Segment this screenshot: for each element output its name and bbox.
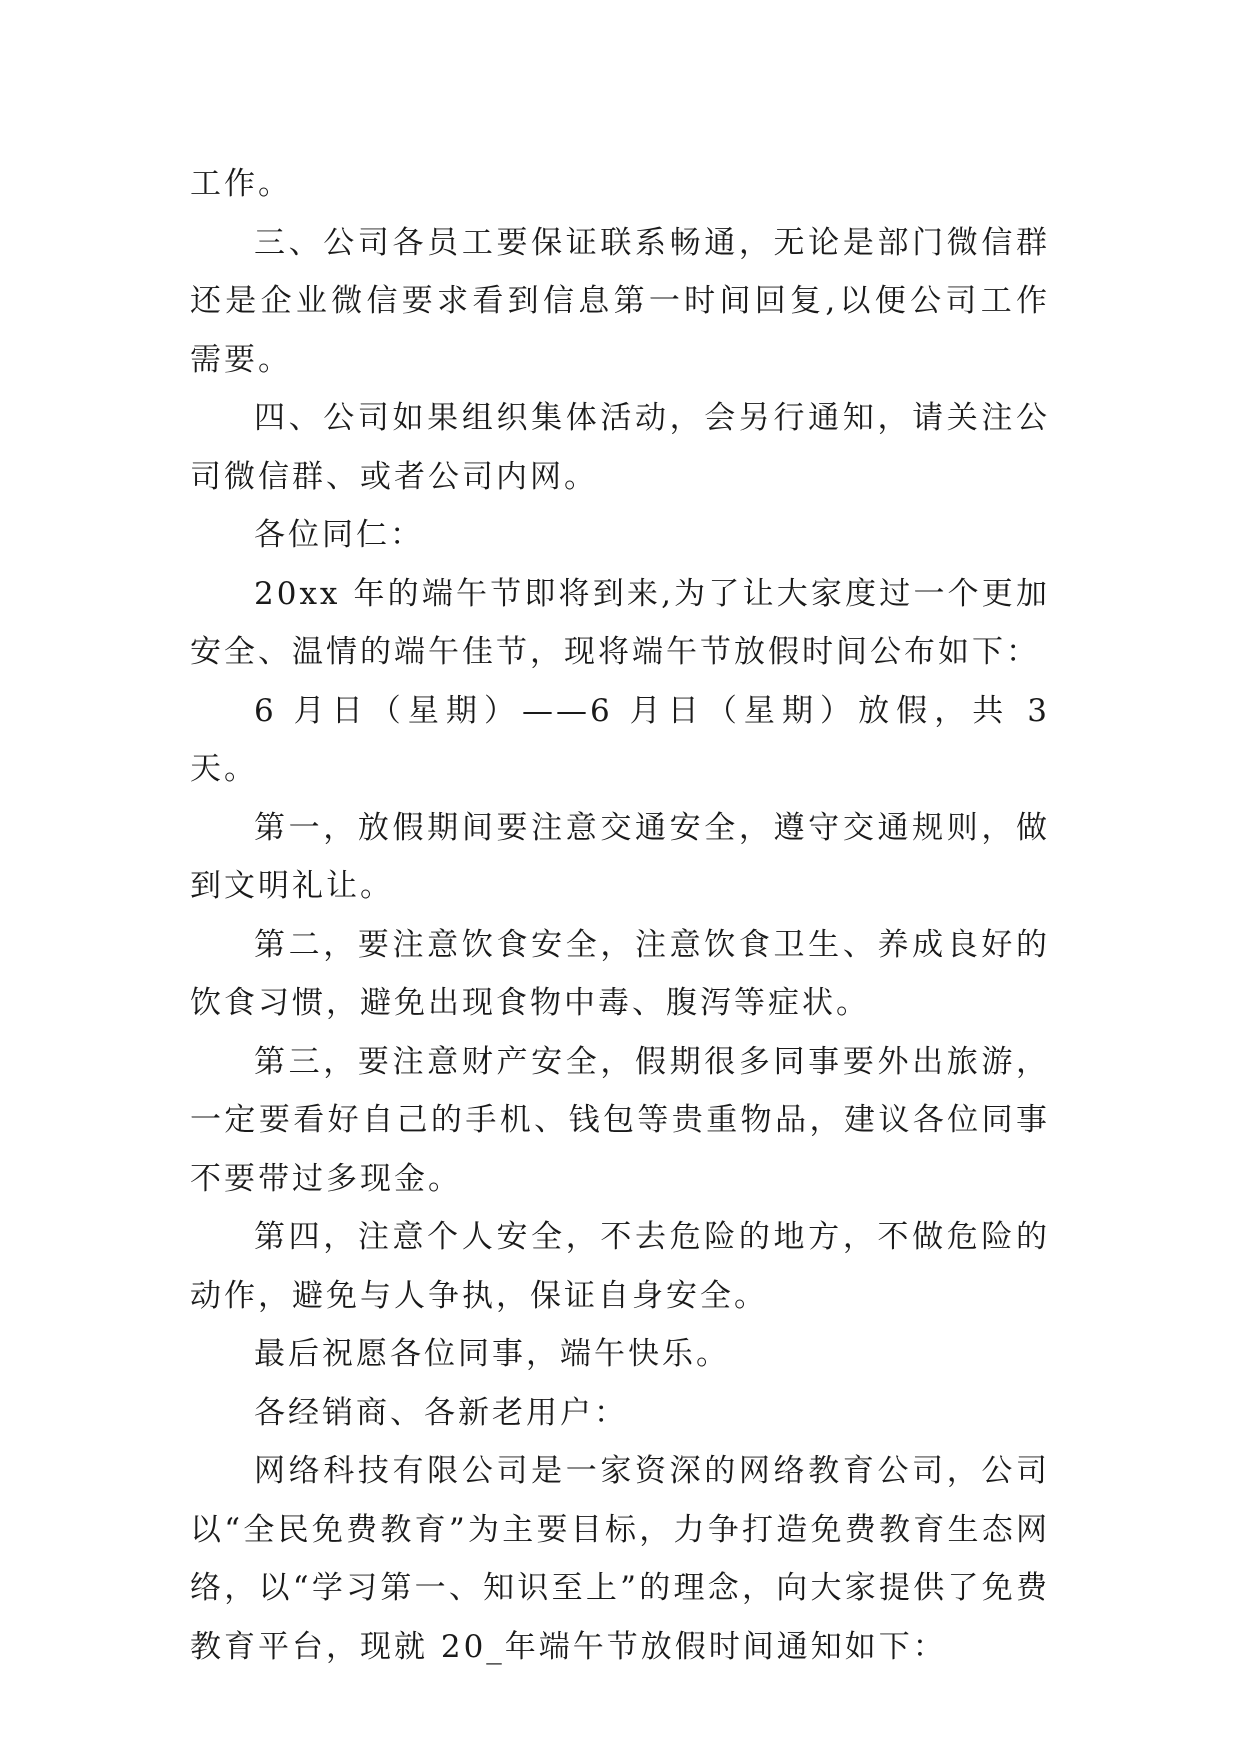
paragraph: 6 月日（星期）——6 月日（星期）放假，共 3 天。 [190,692,1050,787]
paragraph: 20xx 年的端午节即将到来,为了让大家度过一个更加安全、温情的端午佳节，现将端午节放假时间公布如下： [190,575,1050,670]
paragraph: 网络科技有限公司是一家资深的网络教育公司，公司以“全民免费教育”为主要目标，力争打造免费教育生态网络，以“学习第一、知识至上”的理念，向大家提供了免费教育平台，现就 20_年端午节放假时间通知如下： [190,1453,1050,1665]
paragraph: 四、公司如果组织集体活动，会另行通知，请关注公司微信群、或者公司内网。 [190,400,1050,495]
paragraph: 第一，放假期间要注意交通安全，遵守交通规则，做到文明礼让。 [190,809,1050,904]
paragraph: 最后祝愿各位同事，端午快乐。 [254,1336,730,1372]
paragraph: 各经销商、各新老用户： [254,1394,628,1431]
paragraph: 各位同仁： [254,517,424,553]
paragraph: 第二，要注意饮食安全，注意饮食卫生、养成良好的饮食习惯，避免出现食物中毒、腹泻等症状。 [190,926,1050,1021]
paragraph: 三、公司各员工要保证联系畅通，无论是部门微信群还是企业微信要求看到信息第一时间回复,以便公司工作需要。 [190,224,1050,378]
paragraph: 工作。 [190,166,292,202]
paragraph: 第三，要注意财产安全，假期很多同事要外出旅游，一定要看好自己的手机、钱包等贵重物品，建议各位同事不要带过多现金。 [190,1043,1050,1197]
document-body [190,155,1050,1676]
paragraph: 第四，注意个人安全，不去危险的地方，不做危险的动作，避免与人争执，保证自身安全。 [190,1219,1050,1314]
